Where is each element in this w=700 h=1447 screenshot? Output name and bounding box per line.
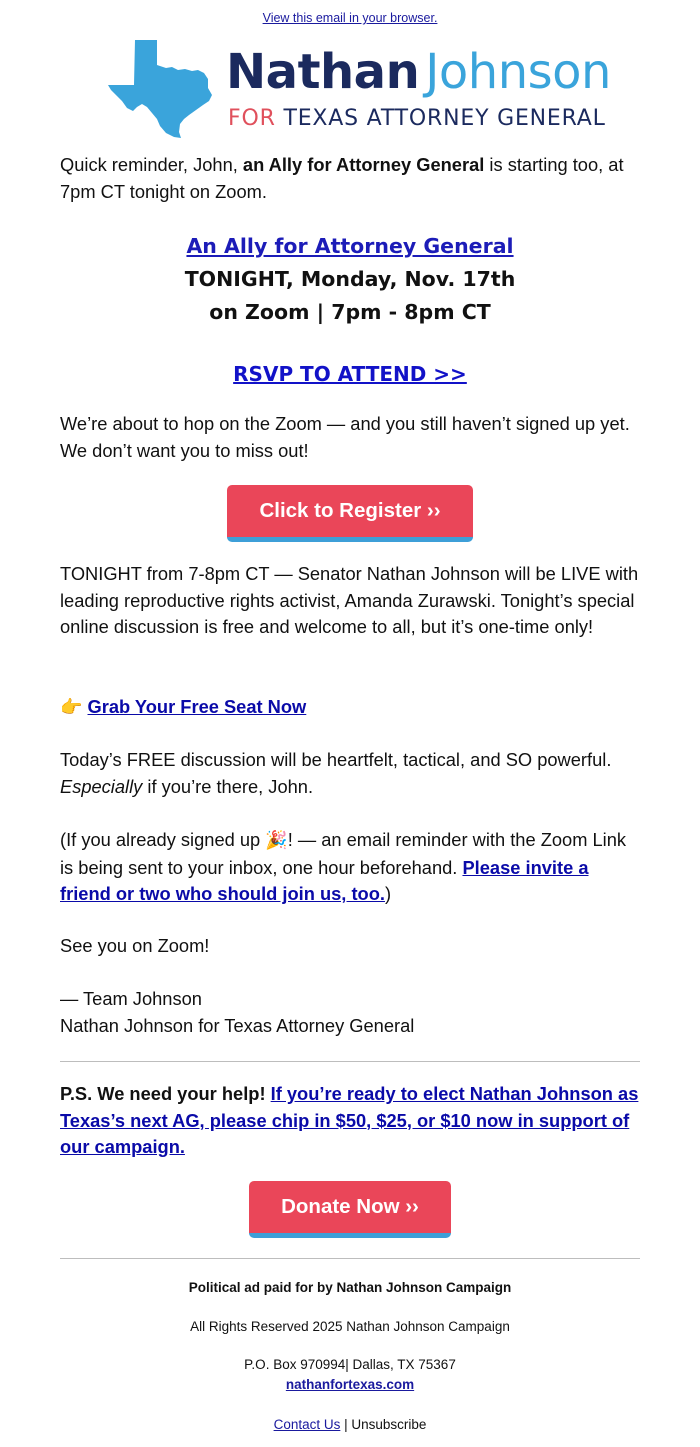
see-you-text: See you on Zoom! — [60, 935, 210, 956]
grab-seat-row — [60, 694, 640, 722]
grab-seat-link[interactable]: Grab Your Free Seat Now — [87, 696, 307, 717]
website-link[interactable]: nathanfortexas.com — [285, 1377, 415, 1392]
party-popper-icon: 🎉 — [265, 830, 288, 851]
logo-name — [226, 42, 611, 102]
event-time: on Zoom | 7pm - 8pm CT — [209, 300, 491, 324]
reminder-middle: ! — an email reminder with the Zoom Link is being sent to your inbox, one hour beforehand. — [60, 829, 627, 878]
intro-paragraph — [60, 152, 640, 205]
ps-paragraph — [60, 1081, 640, 1161]
event-title-link[interactable]: An Ally for Attorney General — [186, 234, 514, 258]
rsvp-row — [0, 362, 700, 386]
rsvp-link[interactable]: RSVP TO ATTEND >> — [233, 362, 467, 386]
donate-button[interactable]: Donate Now ›› — [249, 1181, 451, 1238]
footer-links — [0, 1417, 700, 1432]
paragraph-powerful — [60, 747, 640, 800]
campaign-logo — [108, 38, 611, 140]
signature-team: — Team Johnson — [60, 988, 202, 1009]
logo-tagline-for: FOR — [228, 106, 276, 131]
reminder-prefix: (If you already signed up — [60, 829, 266, 850]
paragraph-reminder — [60, 827, 640, 908]
paragraph-powerful-main: Today’s FREE discussion will be heartfelt, tactical, and SO powerful. — [60, 749, 612, 770]
event-date: TONIGHT, Monday, Nov. 17th — [184, 267, 516, 291]
footer-paid-for — [0, 1280, 700, 1295]
logo-tagline — [228, 105, 606, 133]
paragraph-powerful-rest: if you’re there, John. — [142, 775, 314, 797]
paragraph-powerful-italic: Especially — [60, 775, 143, 797]
logo-last-name: Johnson — [425, 44, 611, 100]
intro-event-name: an Ally for Attorney General — [242, 154, 485, 175]
signature — [60, 986, 640, 1039]
unsubscribe-link[interactable]: Unsubscribe — [351, 1417, 427, 1432]
signature-org: Nathan Johnson for Texas Attorney General — [60, 1014, 415, 1036]
paragraph-event-description: TONIGHT from 7-8pm CT — Senator Nathan Johnson will be LIVE with leading reproductive rights activist, Amanda Zurawski. Tonight’s special online discussion is free and welcome to all, but it’s one-time only! — [60, 563, 639, 637]
reminder-suffix: ) — [384, 883, 392, 904]
intro-prefix: Quick reminder, John, — [60, 154, 243, 175]
pointing-hand-icon: 👉 — [60, 697, 83, 718]
footer-rights: All Rights Reserved 2025 Nathan Johnson Campaign — [190, 1319, 510, 1334]
logo-first-name: Nathan — [226, 44, 420, 100]
ps-donate-link[interactable]: If you’re ready to elect Nathan Johnson as Texas’s next AG, please chip in $50, $25, or $10 now in support of our campaign. — [60, 1083, 639, 1157]
footer-address: P.O. Box 970994| Dallas, TX 75367 — [244, 1357, 456, 1372]
paragraph-hop-on: We’re about to hop on the Zoom — and you still haven’t signed up yet. We don’t want you to miss out! — [60, 413, 630, 461]
ps-label: P.S. We need your help! — [60, 1083, 271, 1104]
view-in-browser-row — [0, 11, 700, 25]
register-button[interactable]: Click to Register ›› — [227, 485, 473, 542]
divider-top — [60, 1061, 640, 1062]
view-in-browser-link[interactable]: View this email in your browser. — [262, 11, 438, 25]
texas-map-icon — [108, 40, 218, 138]
paid-for-text: Political ad paid for by Nathan Johnson Campaign — [188, 1280, 512, 1295]
event-details — [0, 230, 700, 329]
intro-suffix: is starting too, at 7pm CT tonight on Zoom. — [60, 154, 624, 202]
logo-tagline-rest: TEXAS ATTORNEY GENERAL — [283, 106, 606, 131]
footer-website-row — [0, 1377, 700, 1392]
contact-us-link[interactable]: Contact Us — [273, 1417, 341, 1432]
divider-bottom — [60, 1258, 640, 1259]
invite-friend-link[interactable]: Please invite a friend or two who should join us, too. — [60, 856, 589, 904]
footer-separator: | — [340, 1417, 352, 1432]
